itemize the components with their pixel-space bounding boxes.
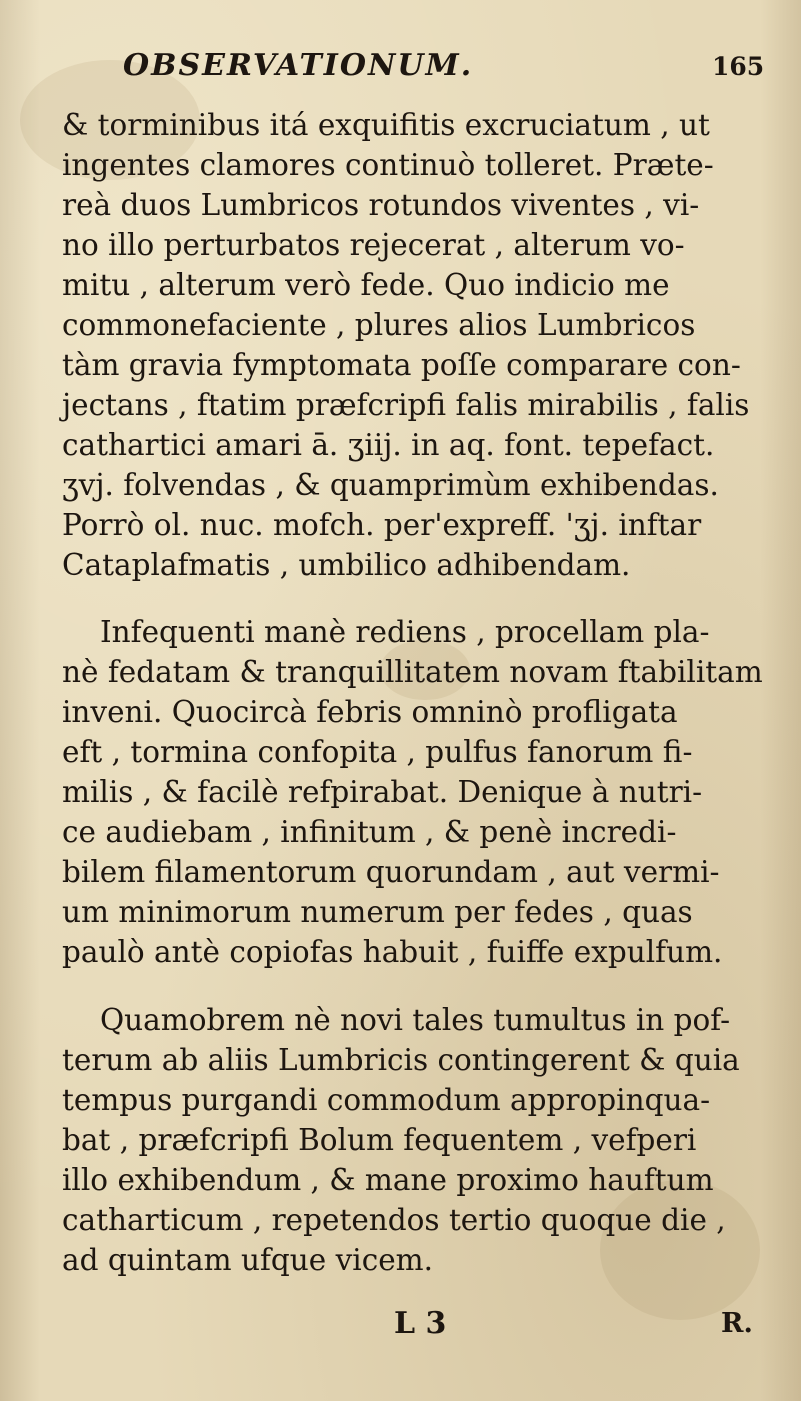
catchword: R. bbox=[721, 1308, 753, 1339]
text-line: catharticum , repetendos tertio quoque die , bbox=[62, 1203, 726, 1237]
text-line: no illo perturbatos rejecerat , alterum vo- bbox=[62, 228, 685, 262]
text-line: Porrò ol. nuc. mofch. per'expreff. 'ʒj. inftar bbox=[62, 508, 702, 542]
text-line: tàm gravia fymptomata poſſe comparare con- bbox=[62, 348, 741, 382]
text-line: inveni. Quocircà febris omninò profligata bbox=[62, 695, 678, 729]
signature-mark: L 3 bbox=[394, 1306, 447, 1341]
text-line: commonefaciente , plures alios Lumbricos bbox=[62, 308, 696, 342]
running-head bbox=[0, 48, 801, 98]
text-line: Quamobrem nè novi tales tumultus in pof- bbox=[100, 1003, 731, 1037]
text-line: ad quintam ufque vicem. bbox=[62, 1243, 434, 1277]
text-line: eft , tormina confopita , pulfus fanorum fi- bbox=[62, 735, 693, 769]
text-line: bat , præfcripfi Bolum fequentem , vefperi bbox=[62, 1123, 697, 1157]
text-line: ʒvj. folvendas , & quamprimùm exhibendas. bbox=[62, 468, 719, 502]
text-line: bilem filamentorum quorundam , aut vermi- bbox=[62, 855, 720, 889]
text-line: milis , & facilè refpirabat. Denique à nutri- bbox=[62, 775, 703, 809]
text-line: cathartici amari ā. ʒiij. in aq. font. tepefact. bbox=[62, 428, 715, 462]
page-footer bbox=[0, 1306, 801, 1350]
text-line: um minimorum numerum per fedes , quas bbox=[62, 895, 693, 929]
text-line: mitu , alterum verò fede. Quo indicio me bbox=[62, 268, 670, 302]
text-line: nè fedatam & tranquillitatem novam ftabilitam bbox=[62, 655, 763, 689]
running-head-title: OBSERVATIONUM. bbox=[123, 48, 474, 83]
text-line: reà duos Lumbricos rotundos viventes , vi- bbox=[62, 188, 700, 222]
text-line: Infequenti manè rediens , procellam pla- bbox=[100, 615, 710, 649]
text-line: terum ab aliis Lumbricis contingerent & quia bbox=[62, 1043, 740, 1077]
text-line: jectans , ftatim præfcripfi falis mirabilis , falis bbox=[62, 388, 750, 422]
text-line: tempus purgandi commodum appropinqua- bbox=[62, 1083, 711, 1117]
text-line: ce audiebam , infinitum , & penè incredi- bbox=[62, 815, 677, 849]
text-line: ingentes clamores continuò tolleret. Præte- bbox=[62, 148, 714, 182]
text-line: Cataplafmatis , umbilico adhibendam. bbox=[62, 548, 631, 582]
page-number: 165 bbox=[712, 52, 765, 81]
text-line: & torminibus itá exquifitis excruciatum , ut bbox=[62, 108, 710, 142]
text-line: paulò antè copiofas habuit , fuiffe expulfum. bbox=[62, 935, 723, 969]
text-line: illo exhibendum , & mane proximo hauftum bbox=[62, 1163, 714, 1197]
